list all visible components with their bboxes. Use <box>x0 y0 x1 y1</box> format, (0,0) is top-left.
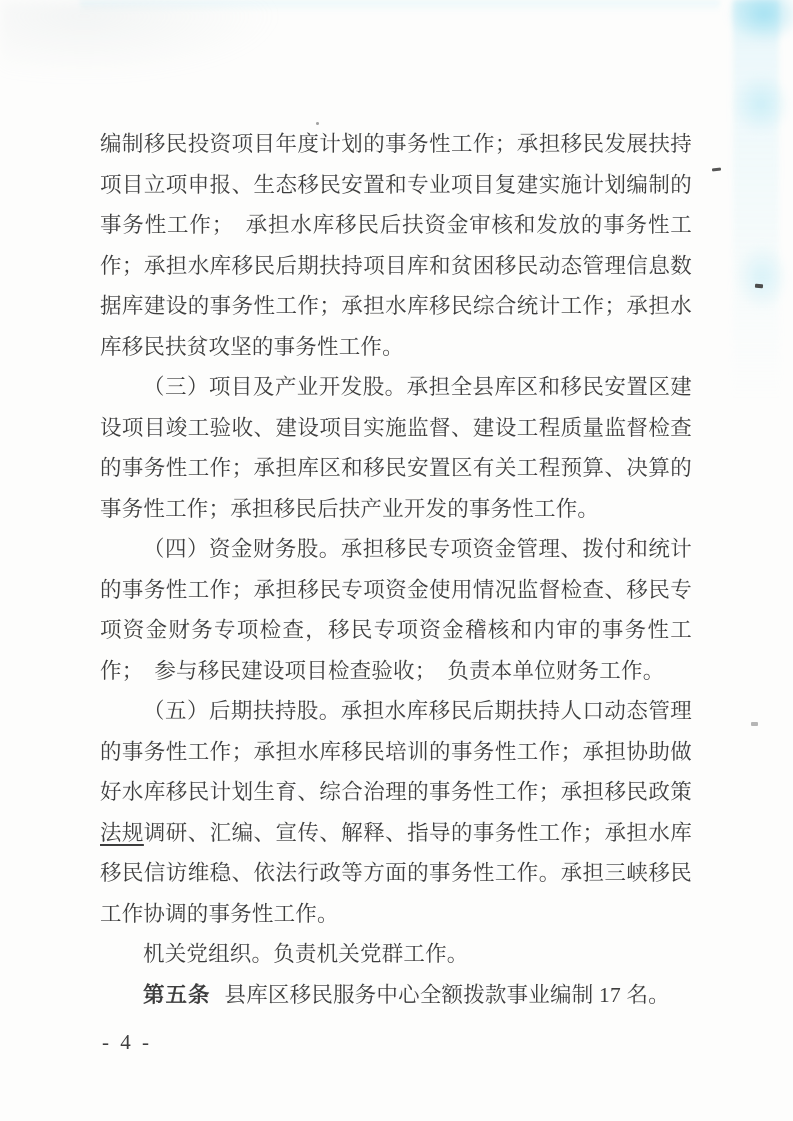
paragraph-party-organization: 机关党组织。负责机关党群工作。 <box>143 942 469 966</box>
scan-tint-blob-right-1 <box>732 74 790 134</box>
text-line: （三）项目及产业开发股。承担全县库区和移民安置区建 <box>143 375 692 399</box>
paragraph-intro-continuation <box>100 124 692 367</box>
text-line: 编制移民投资项目年度计划的事务性工作；承担移民发展扶持 <box>100 132 692 156</box>
text-line: 据库建设的事务性工作；承担水库移民综合统计工作；承担水 <box>100 294 692 318</box>
text-line-with-underline <box>100 813 692 854</box>
paragraph-section-5 <box>100 691 692 934</box>
scan-tint-blob-right-2 <box>736 244 788 310</box>
text-line: 库移民扶贫攻坚的事务性工作。 <box>100 334 404 359</box>
text-line: 移民信访维稳、依法行政等方面的事务性工作。承担三峡移民 <box>100 861 692 885</box>
scan-shadow-top-left <box>0 0 280 80</box>
underlined-term: 法规 <box>100 820 144 845</box>
scan-speck-4 <box>751 722 758 726</box>
text-line: 项目立项申报、生态移民安置和专业项目复建实施计划编制的 <box>100 172 692 197</box>
scan-tint-top-strip <box>80 0 720 14</box>
text-line: 的事务性工作；承担水库移民培训的事务性工作；承担协助做 <box>100 739 692 764</box>
text-line: 设项目竣工验收、建设项目实施监督、建设工程质量监督检查 <box>100 415 692 440</box>
paragraph-section-4 <box>100 529 692 691</box>
text-line: 好水库移民计划生育、综合治理的事务性工作；承担移民政策 <box>100 780 692 804</box>
document-body <box>100 124 692 1015</box>
article-number-label: 第五条 <box>143 982 211 1007</box>
text-line: 事务性工作； 承担水库移民后扶资金审核和发放的事务性工 <box>100 213 692 237</box>
text-line: 作； 参与移民建设项目检查验收； 负责本单位财务工作。 <box>100 658 665 683</box>
text-line: 的事务性工作；承担移民专项资金使用情况监督检查、移民专 <box>100 577 692 602</box>
text-line: 事务性工作；承担移民后扶产业开发的事务性工作。 <box>100 496 600 521</box>
text-line: 的事务性工作；承担库区和移民安置区有关工程预算、决算的 <box>100 456 692 480</box>
page-number: - 4 - <box>102 1030 152 1054</box>
text-line: （四）资金财务股。承担移民专项资金管理、拨付和统计 <box>143 537 692 561</box>
scan-tint-right-band <box>733 0 779 420</box>
paragraph-section-3 <box>100 367 692 529</box>
text-line: （五）后期扶持股。承担水库移民后期扶持人口动态管理 <box>143 699 692 723</box>
text-line: 作；承担水库移民后期扶持项目库和贫困移民动态管理信息数 <box>100 253 692 278</box>
text-line: 项资金财务专项检查，移民专项资金稽核和内审的事务性工 <box>100 618 692 642</box>
scan-tint-blob-top-right <box>728 0 793 42</box>
paragraph-article-5 <box>100 975 692 1016</box>
scan-speck-1 <box>712 168 721 172</box>
text-line: 工作协调的事务性工作。 <box>100 901 339 926</box>
article-text: 县库区移民服务中心全额拨款事业编制 17 名。 <box>224 982 670 1007</box>
scan-speck-2 <box>755 284 763 289</box>
text-line: 调研、汇编、宣传、解释、指导的事务性工作；承担水库 <box>143 820 692 845</box>
